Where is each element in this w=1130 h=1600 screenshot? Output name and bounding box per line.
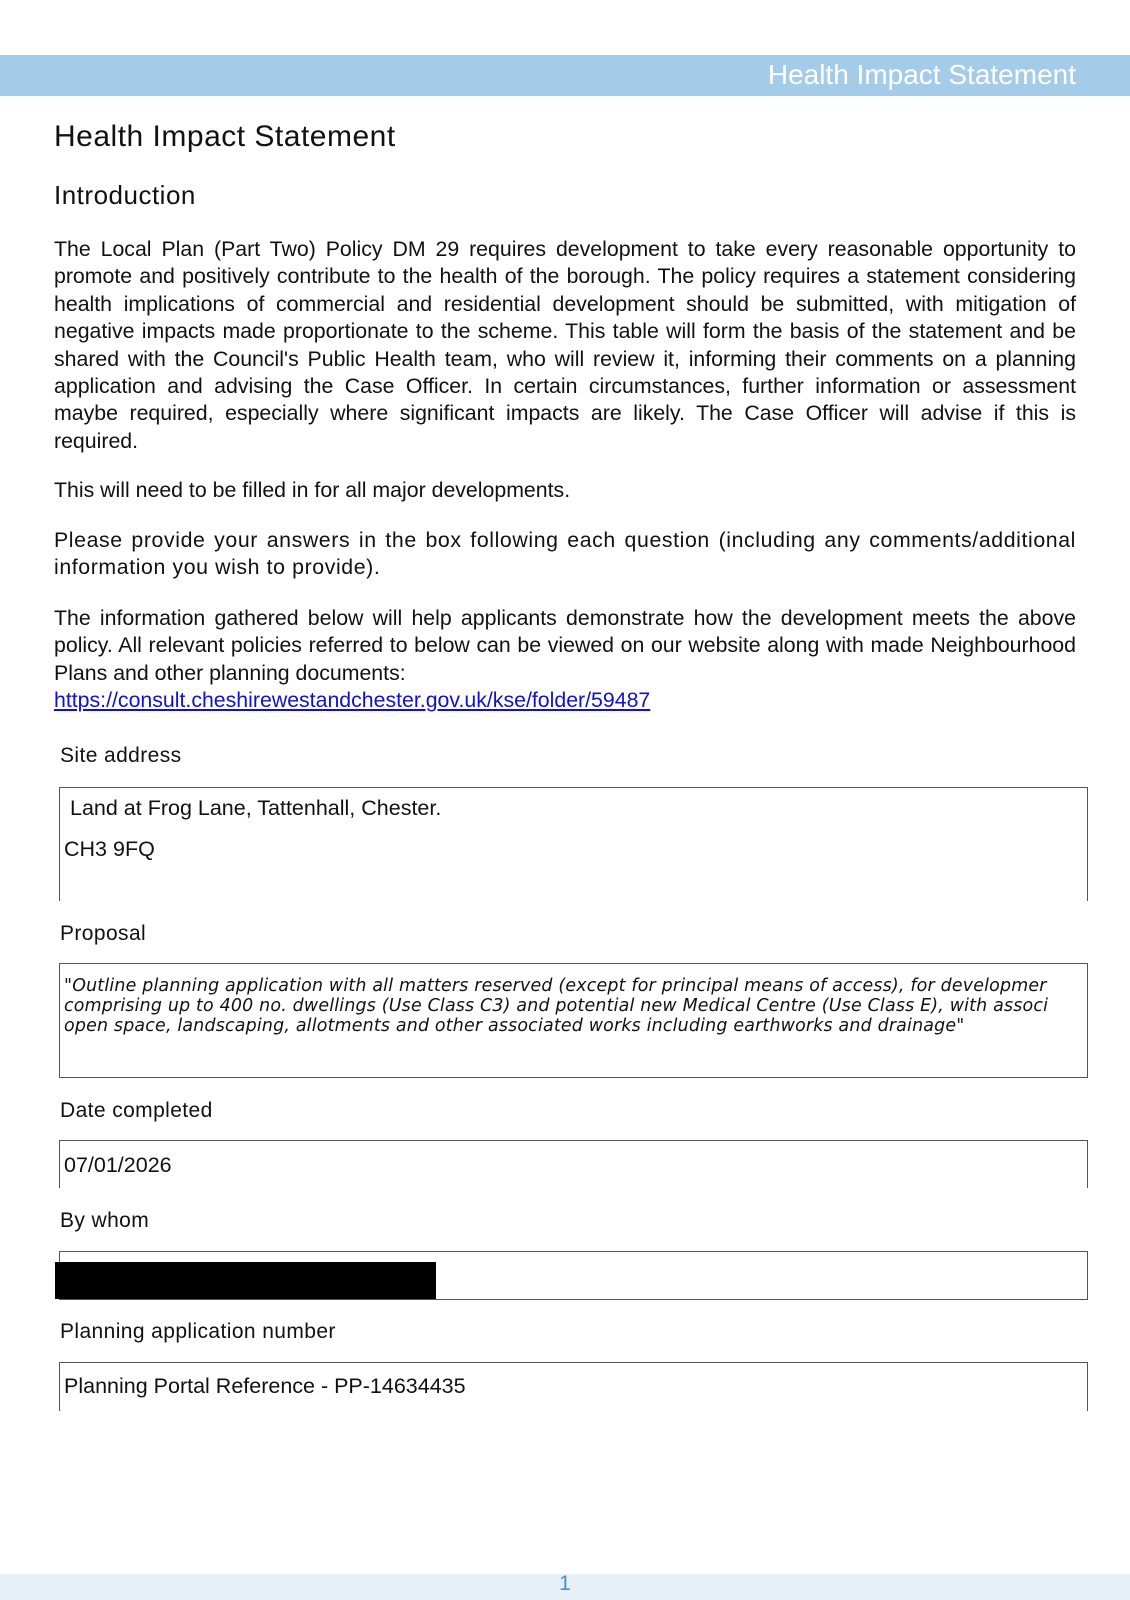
- redaction-block: [55, 1262, 436, 1299]
- major-developments-note: This will need to be filled in for all major developments.: [54, 478, 571, 502]
- site-address-label: Site address: [60, 744, 182, 767]
- site-address-field[interactable]: [59, 787, 1088, 901]
- page-title: Health Impact Statement: [54, 120, 396, 153]
- date-completed-value: 07/01/2026: [64, 1153, 172, 1177]
- header-band: [0, 55, 1130, 96]
- by-whom-label: By whom: [60, 1209, 150, 1232]
- proposal-line-2: comprising up to 400 no. dwellings (Use Class C3) and potential new Medical Centre (Use Class E), with associ: [64, 996, 1049, 1016]
- application-number-value: Planning Portal Reference - PP-14634435: [64, 1374, 466, 1398]
- page-number: 1: [559, 1572, 571, 1595]
- application-number-label: Planning application number: [60, 1320, 336, 1343]
- policy-info-paragraph: [54, 605, 1076, 715]
- date-completed-field[interactable]: [59, 1140, 1088, 1188]
- proposal-label: Proposal: [60, 922, 147, 945]
- date-completed-label: Date completed: [60, 1099, 213, 1122]
- proposal-text: [64, 976, 1084, 1036]
- application-number-field[interactable]: [59, 1362, 1088, 1411]
- site-address-line-1: Land at Frog Lane, Tattenhall, Chester.: [70, 796, 442, 820]
- answer-instruction: Please provide your answers in the box following each question (including any comments/additional information you wish to provide).: [54, 528, 1076, 580]
- intro-paragraph: The Local Plan (Part Two) Policy DM 29 requires development to take every reasonable opportunity to promote and positively contribute to the health of the borough. The policy requires a statement considering health implications of commercial and residential development should be submitted, with mitigation of negative impacts made proportionate to the scheme. This table will form the basis of the statement and be shared with the Council's Public Health team, who will review it, informing their comments on a planning application and advising the Case Officer. In certain circumstances, further information or assessment maybe required, especially where significant impacts are likely. The Case Officer will advise if this is required.: [54, 237, 1076, 453]
- proposal-line-3: open space, landscaping, allotments and other associated works including earthworks and drainage": [64, 1016, 965, 1036]
- policy-documents-link[interactable]: https://consult.cheshirewestandchester.gov.uk/kse/folder/59487: [54, 688, 651, 713]
- section-heading-introduction: Introduction: [54, 180, 196, 210]
- proposal-field[interactable]: [59, 963, 1088, 1078]
- policy-info-text: The information gathered below will help applicants demonstrate how the development meets the above policy. All relevant policies referred to below can be viewed on our website along with made Neighbourhood Plans and other planning documents:: [54, 606, 1076, 685]
- proposal-line-1: "Outline planning application with all matters reserved (except for principal means of access), for developmer: [64, 976, 1047, 996]
- site-address-postcode: CH3 9FQ: [64, 837, 155, 861]
- running-title: Health Impact Statement: [767, 59, 1076, 90]
